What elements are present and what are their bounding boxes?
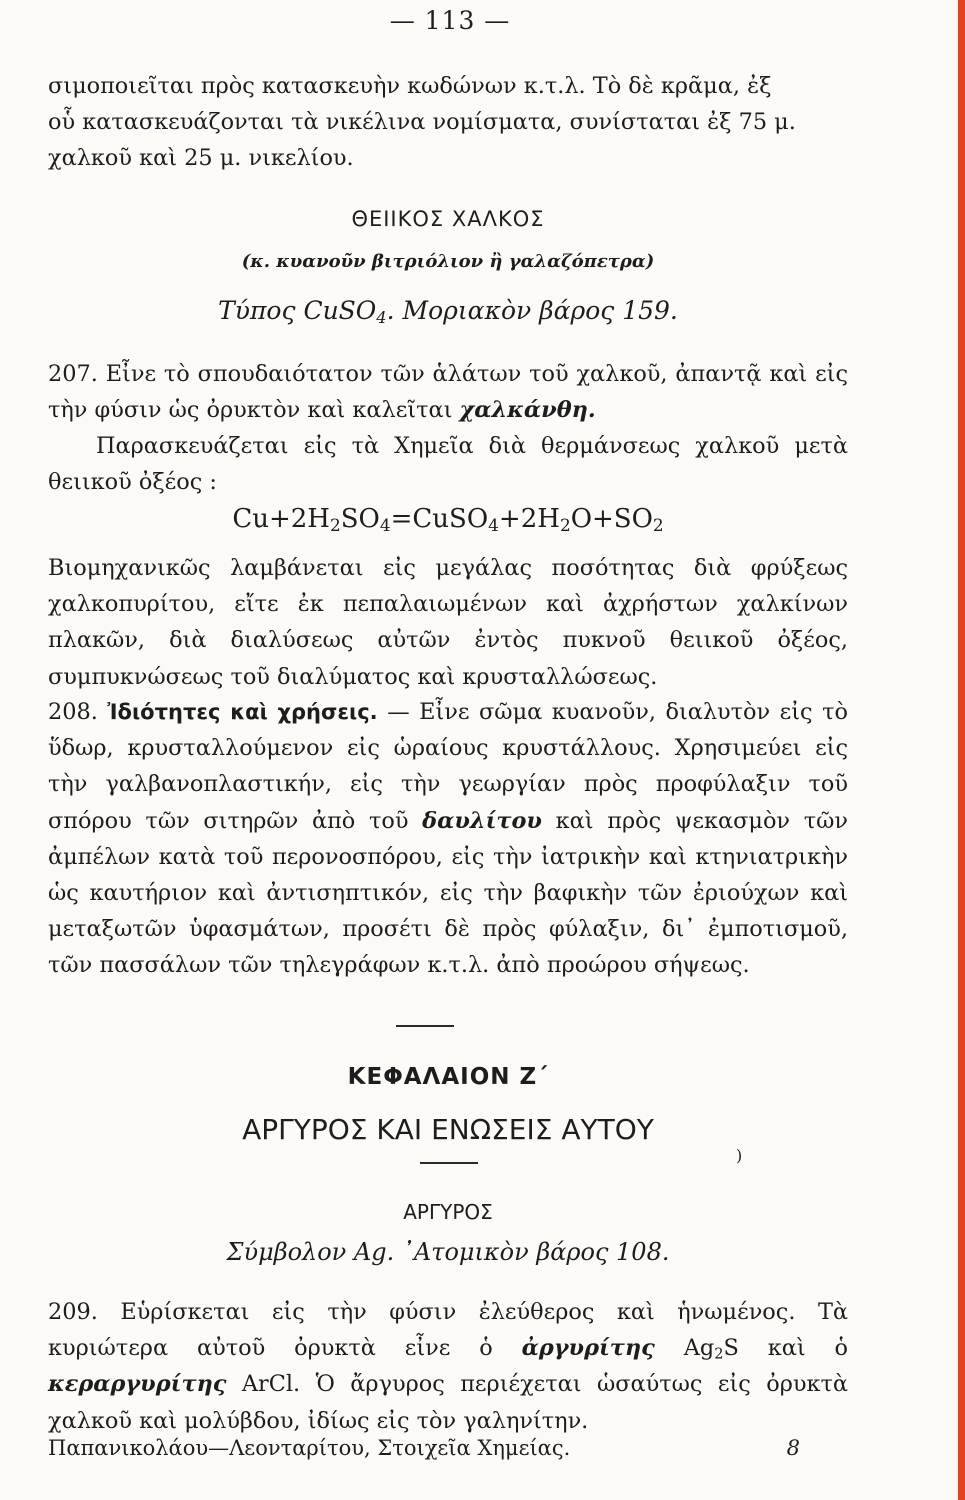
formula-line — [48, 296, 848, 328]
page-footer — [48, 1436, 848, 1460]
paragraph-208-number: 208. — [48, 699, 98, 725]
chapter-label: ΚΕΦΑΛΑΙΟΝ Ζ΄ — [347, 1064, 549, 1090]
chapter-divider — [420, 1162, 478, 1164]
reaction-sub: 2 — [559, 515, 571, 536]
term-chalkanthe: χαλκάνθη. — [459, 397, 596, 424]
reaction-part: Cu+2H — [232, 504, 330, 534]
paragraph-preparation: Παρασκευάζεται εἰς τὰ Χημεῖα διὰ θερμάνσεως χαλκοῦ μετὰ θειικοῦ ὀξέος : — [48, 433, 848, 496]
paragraph-208-text-b: καὶ πρὸς ψεκασμὸν τῶν ἀμπέλων κατὰ τοῦ περονοσπόρου, εἰς τὴν ἰατρικὴν καὶ κτηνιατρικὴν ὡς καυτήριον καὶ ἀντισηπτικόν, εἰς τὴν βαφικὴν τῶν ἐριούχων καὶ μεταξωτῶν ὑφασμάτων, προσέτι δὲ πρὸς φύλαξιν, δι᾽ ἐμποτισμοῦ, τῶν πασσάλων τῶν τηλεγράφων κ.τ.λ. ἀπὸ προώρου σήψεως. — [48, 807, 848, 979]
paragraph-208-title: Ἰδιότητες καὶ χρήσεις. — [107, 700, 378, 724]
paragraph-industrial: Βιομηχανικῶς λαμβάνεται εἰς μεγάλας ποσότητας διὰ φρύξεως χαλκοπυρίτου, εἴτε ἐκ πεπαλαιωμένων καὶ ἀχρήστων χαλκίνων πλακῶν, διὰ διαλύσεως αὐτῶν ἐντὸς πυκνοῦ θειικοῦ ὀξέος, συμπυκνώσεως τοῦ διαλύματος καὶ κρυσταλλώσεως. — [48, 555, 848, 690]
paragraph-207 — [48, 356, 848, 428]
intro-line-1: σιμοποιεῖται πρὸς κατασκευὴν κωδώνων κ.τ.λ. Τὸ δὲ κρᾶμα, ἐξ — [48, 73, 772, 99]
reaction-sub: 2 — [652, 515, 664, 536]
paragraph-207-text: 207. Εἶνε τὸ σπουδαιότατον τῶν ἁλάτων τοῦ χαλκοῦ, ἀπαντᾷ καὶ εἰς τὴν φύσιν ὡς ὀρυκτὸν καὶ καλεῖται — [48, 361, 848, 424]
term-daulitou: δαυλίτου — [422, 807, 542, 834]
paragraph-208-text-a: — Εἶνε σῶμα κυανοῦν, διαλυτὸν εἰς τὸ ὕδωρ, κρυσταλλούμενον εἰς ὡραίους κρυστάλλους. Χρησιμεύει εἰς τὴν γαλβανοπλαστικήν, εἰς τὴν γεωργίαν πρὸς προφύλαξιν τοῦ σπόρου τῶν σιτηρῶν ἀπὸ τοῦ — [48, 699, 848, 834]
intro-line-3: χαλκοῦ καὶ 25 μ. νικελίου. — [48, 145, 354, 172]
chapter-title: ΑΡΓΥΡΟΣ ΚΑΙ ΕΝΩΣΕΙΣ ΑΥΤΟΥ — [242, 1113, 654, 1146]
reaction-part: +2H — [498, 504, 560, 534]
reaction-sub: 4 — [488, 515, 499, 536]
silver-symbol-line: Σύμβολον Ag. ᾽Ατομικὸν βάρος 108. — [226, 1238, 670, 1266]
reaction-sub: 2 — [329, 515, 341, 536]
formula-ag-end: S καὶ ὁ — [723, 1335, 848, 1362]
reaction-sub: 4 — [379, 515, 391, 536]
formula-compound: CuSO — [303, 296, 377, 325]
reaction-part: O+SO — [570, 504, 653, 534]
formula-ag2s — [684, 1335, 848, 1361]
reaction-part: SO — [340, 504, 380, 534]
section-heading-copper-sulfate: ΘΕΙΙΚΟΣ ΧΑΛΚΟΣ — [351, 207, 545, 231]
footer-signature: 8 — [786, 1436, 800, 1460]
intro-paragraph — [48, 68, 848, 177]
section-divider — [396, 1025, 454, 1027]
paragraph-209 — [48, 1294, 848, 1439]
intro-line-2: οὗ κατασκευάζονται τὰ νικέλινα νομίσματα, συνίσταται ἐξ 75 μ. — [48, 109, 796, 136]
term-kerargyrites: κεραργυρίτης — [48, 1371, 227, 1398]
paragraph-208 — [48, 694, 848, 984]
formula-ag-sub: 2 — [714, 1345, 724, 1363]
footer-citation: Παπανικολάου—Λεονταρίτου, Στοιχεῖα Χημείας. — [48, 1436, 571, 1460]
section-heading-silver: ΑΡΓΥΡΟΣ — [403, 1200, 493, 1224]
chemical-reaction — [48, 504, 848, 534]
page-edge-border — [958, 0, 965, 1500]
reaction-part: =CuSO — [390, 504, 489, 534]
paragraph-209-text-b: ArCl. Ὁ ἄργυρος περιέχεται ὡσαύτως εἰς ὀρυκτὰ χαλκοῦ καὶ μολύβδου, ἰδίως εἰς τὸν γαληνίτην. — [48, 1371, 848, 1434]
paragraph-209-text-a: 209. Εὑρίσκεται εἰς τὴν φύσιν ἐλεύθερος καὶ ἡνωμένος. Τὰ κυριώτερα αὐτοῦ ὀρυκτὰ εἶνε ὁ — [48, 1299, 848, 1362]
formula-ag: Ag — [683, 1335, 715, 1362]
term-argyrites: ἀργυρίτης — [521, 1335, 655, 1362]
page-number: — 113 — — [389, 6, 511, 35]
stray-mark: ) — [736, 1146, 743, 1165]
formula-subscript: 4 — [376, 308, 387, 328]
formula-prefix: Τύπος — [218, 296, 296, 325]
section-subheading: (κ. κυανοῦν βιτριόλιον ἢ γαλαζόπετρα) — [241, 251, 655, 272]
formula-suffix: . Μοριακὸν βάρος 159. — [386, 296, 678, 325]
